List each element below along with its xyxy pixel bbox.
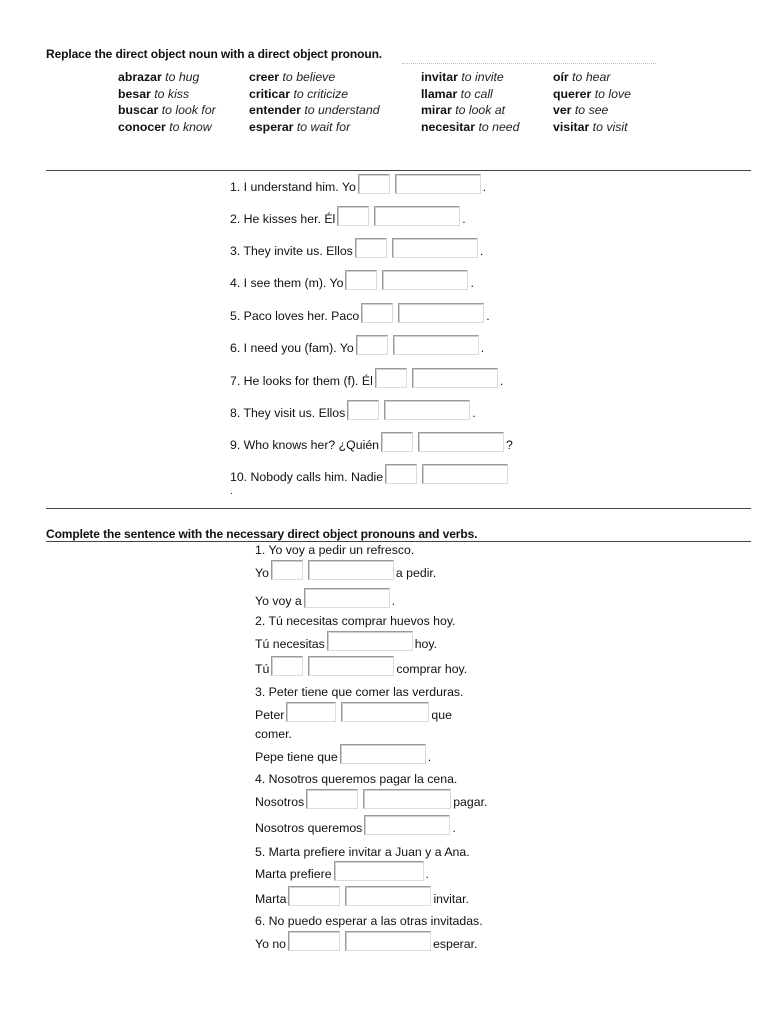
- vocab-item: criticar to criticize: [249, 86, 349, 101]
- exercise-item-2: [230, 206, 466, 226]
- verb-input[interactable]: [392, 238, 478, 258]
- line-prefix: Nosotros: [255, 795, 305, 809]
- vocab-item: visitar to visit: [553, 119, 628, 134]
- vocab-item: esperar to wait for: [249, 119, 351, 134]
- exercise-item-5: [230, 303, 490, 323]
- item-end: .: [486, 309, 490, 323]
- pronoun-input[interactable]: [288, 931, 340, 951]
- divider: [46, 541, 751, 542]
- line-suffix: que: [431, 708, 452, 722]
- q1-line-b: [255, 588, 395, 608]
- q5-line-a: [255, 861, 429, 881]
- exercise-item-7: [230, 368, 503, 388]
- verb-input[interactable]: [345, 886, 431, 906]
- vocab-item: creer to believe: [249, 70, 336, 84]
- verb-input[interactable]: [345, 931, 431, 951]
- exercise-item-1: [230, 174, 486, 194]
- vocab-column-1: [118, 69, 216, 135]
- vocab-item: conocer to know: [118, 119, 212, 134]
- pronoun-input[interactable]: [375, 368, 407, 388]
- item-end: .: [480, 341, 485, 355]
- verb-input[interactable]: [418, 432, 504, 452]
- line-suffix: .: [452, 821, 456, 835]
- item-prompt: 6. I need you (fam). Yo: [230, 341, 354, 355]
- line-prefix: Marta: [255, 892, 287, 906]
- verb-input[interactable]: [382, 270, 468, 290]
- answer-input[interactable]: [327, 631, 413, 651]
- item-end: ?: [506, 438, 513, 452]
- item-end: .: [499, 374, 504, 388]
- pronoun-input[interactable]: [271, 656, 303, 676]
- verb-input[interactable]: [398, 303, 484, 323]
- pronoun-input[interactable]: [358, 174, 390, 194]
- divider: [402, 63, 656, 64]
- period: .: [230, 486, 233, 497]
- verb-input[interactable]: [393, 335, 479, 355]
- divider: [46, 170, 751, 171]
- line-prefix: Pepe tiene que: [255, 750, 338, 764]
- vocab-item: mirar to look at: [421, 103, 506, 117]
- verb-input[interactable]: [374, 206, 460, 226]
- q5-line-b: [255, 886, 469, 906]
- exercise-item-4: [230, 270, 474, 290]
- answer-input[interactable]: [340, 744, 426, 764]
- item-end: .: [479, 244, 484, 258]
- line-prefix: Marta prefiere: [255, 867, 332, 881]
- verb-input[interactable]: [412, 368, 498, 388]
- q2-line-b: [255, 656, 467, 676]
- q3-line-b: [255, 744, 431, 764]
- vocab-column-3: [421, 69, 519, 135]
- vocab-item: besar to kiss: [118, 86, 190, 101]
- item-prompt: 8. They visit us. Ellos: [230, 406, 346, 420]
- pronoun-input[interactable]: [306, 789, 358, 809]
- q2-line-a: [255, 631, 437, 651]
- exercise-item-3: [230, 238, 483, 258]
- vocab-item: buscar to look for: [118, 103, 216, 117]
- line-suffix: esperar.: [433, 937, 478, 951]
- vocab-item: necesitar to need: [421, 119, 520, 134]
- pronoun-input[interactable]: [288, 886, 340, 906]
- item-prompt: 10. Nobody calls him. Nadie: [230, 470, 384, 484]
- item-end: .: [472, 406, 476, 420]
- answer-input[interactable]: [304, 588, 390, 608]
- line-suffix: a pedir.: [395, 566, 437, 580]
- line-suffix: pagar.: [453, 795, 488, 809]
- pronoun-input[interactable]: [355, 238, 387, 258]
- pronoun-input[interactable]: [271, 560, 303, 580]
- q3-sentence: 3. Peter tiene que comer las verduras.: [255, 685, 464, 699]
- pronoun-input[interactable]: [337, 206, 369, 226]
- verb-input[interactable]: [422, 464, 508, 484]
- pronoun-input[interactable]: [381, 432, 413, 452]
- pronoun-input[interactable]: [286, 702, 336, 722]
- item-prompt: 2. He kisses her. Él: [230, 212, 336, 226]
- line-prefix: Yo voy a: [255, 594, 302, 608]
- q3-wrap: comer.: [255, 727, 292, 741]
- section1-title: Replace the direct object noun with a direct object pronoun.: [46, 47, 383, 61]
- verb-input[interactable]: [384, 400, 470, 420]
- verb-input[interactable]: [308, 656, 394, 676]
- exercise-item-6: [230, 335, 484, 355]
- item-end: .: [482, 180, 487, 194]
- vocab-item: invitar to invite: [421, 70, 504, 84]
- verb-input[interactable]: [395, 174, 481, 194]
- line-suffix: .: [391, 594, 396, 608]
- line-prefix: Yo no: [255, 937, 287, 951]
- q6-sentence: 6. No puedo esperar a las otras invitadas.: [255, 914, 483, 928]
- item-prompt: 5. Paco loves her. Paco: [230, 309, 360, 323]
- verb-input[interactable]: [341, 702, 429, 722]
- verb-input[interactable]: [308, 560, 394, 580]
- section2-title: Complete the sentence with the necessary direct object pronouns and verbs.: [46, 527, 478, 541]
- trailing-period: [230, 486, 233, 497]
- q4-sentence: 4. Nosotros queremos pagar la cena.: [255, 772, 458, 786]
- answer-input[interactable]: [334, 861, 424, 881]
- exercise-item-8: [230, 400, 476, 420]
- vocab-item: entender to understand: [249, 103, 380, 117]
- q1-sentence: 1. Yo voy a pedir un refresco.: [255, 543, 415, 557]
- line-suffix: invitar.: [433, 892, 469, 906]
- vocab-item: querer to love: [553, 86, 631, 101]
- q6-line-a: [255, 931, 477, 951]
- q1-line-a: [255, 560, 436, 580]
- exercise-item-9: [230, 432, 513, 452]
- item-prompt: 4. I see them (m). Yo: [230, 276, 344, 290]
- verb-input[interactable]: [363, 789, 451, 809]
- line-prefix: Peter: [255, 708, 285, 722]
- line-prefix: Nosotros queremos: [255, 821, 363, 835]
- pronoun-input[interactable]: [356, 335, 388, 355]
- pronoun-input[interactable]: [361, 303, 393, 323]
- q4-line-a: [255, 789, 487, 809]
- vocab-item: ver to see: [553, 103, 609, 117]
- vocab-item: abrazar to hug: [118, 70, 200, 84]
- line-suffix: .: [427, 750, 432, 764]
- pronoun-input[interactable]: [347, 400, 379, 420]
- exercise-item-10: [230, 464, 510, 484]
- line-prefix: Tú: [255, 662, 270, 676]
- q3-line-a: [255, 702, 452, 722]
- vocab-item: llamar to call: [421, 86, 493, 101]
- vocab-item: oír to hear: [553, 70, 611, 84]
- pronoun-input[interactable]: [385, 464, 417, 484]
- vocab-table: [118, 69, 678, 135]
- q4-line-b: [255, 815, 456, 835]
- item-prompt: 9. Who knows her? ¿Quién: [230, 438, 379, 452]
- q2-sentence: 2. Tú necesitas comprar huevos hoy.: [255, 614, 456, 628]
- vocab-column-2: [249, 69, 380, 135]
- line-suffix: .: [425, 867, 429, 881]
- line-prefix: Yo: [255, 566, 269, 580]
- item-prompt: 3. They invite us. Ellos: [230, 244, 353, 258]
- divider: [46, 508, 751, 509]
- item-end: .: [462, 212, 466, 226]
- answer-input[interactable]: [364, 815, 450, 835]
- line-suffix: hoy.: [414, 637, 438, 651]
- item-prompt: 1. I understand him. Yo: [230, 180, 356, 194]
- item-prompt: 7. He looks for them (f). Él: [230, 374, 373, 388]
- vocab-column-4: [553, 69, 631, 135]
- item-end: .: [470, 276, 474, 290]
- line-suffix: comprar hoy.: [396, 662, 468, 676]
- line-prefix: Tú necesitas: [255, 637, 325, 651]
- q5-sentence: 5. Marta prefiere invitar a Juan y a Ana.: [255, 845, 470, 859]
- pronoun-input[interactable]: [345, 270, 377, 290]
